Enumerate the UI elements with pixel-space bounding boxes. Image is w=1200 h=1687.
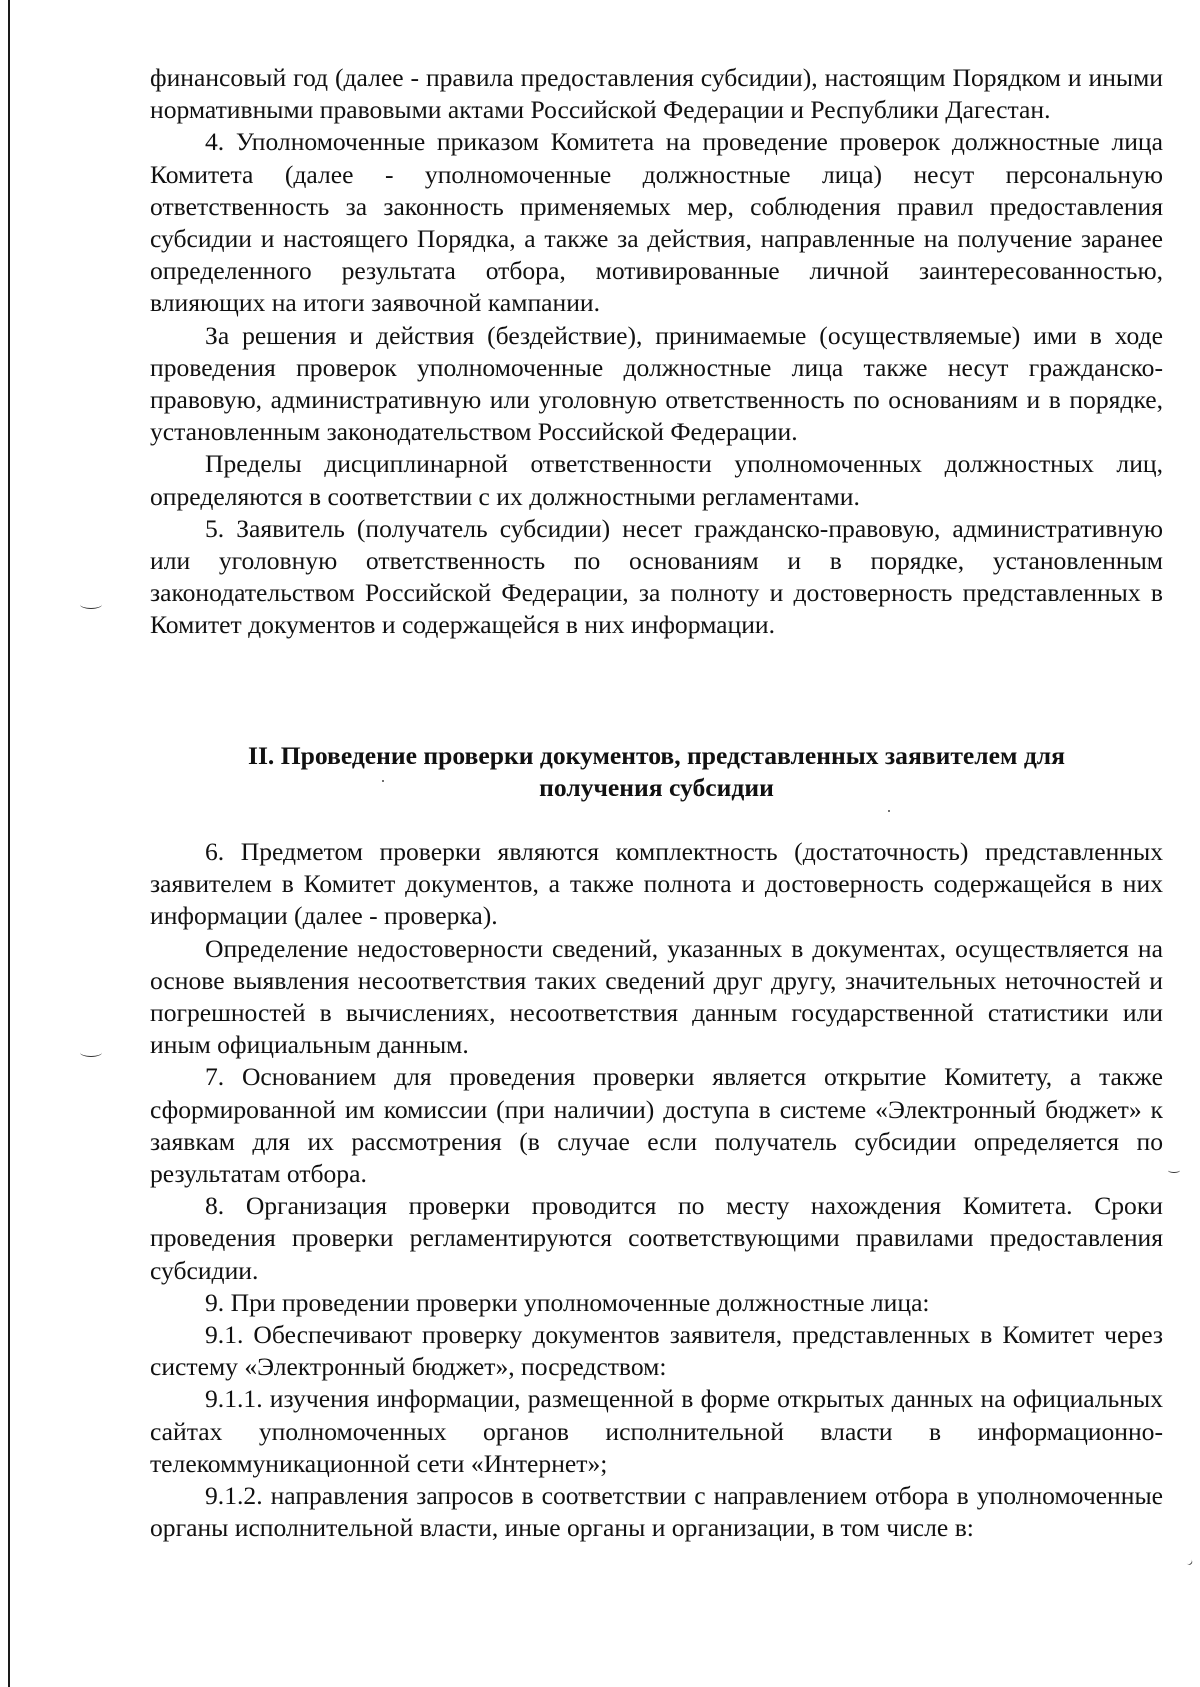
paragraph-4-liability: За решения и действия (бездействие), принимаемые (осуществляемые) ими в ходе проведения проверок уполномоченные должностные лица также несут гражданско-правовую, административную или уголовную ответственность по основаниям и в порядке, установленным законодательством Российской Федерации.: [150, 320, 1163, 447]
paragraph-7: 7. Основанием для проведения проверки является открытие Комитету, а также сформированной им комиссии (при наличии) доступа в системе «Электронный бюджет» к заявкам для их рассмотрения (в случае если получатель субсидии определяется по результатам отбора.: [150, 1062, 1163, 1189]
paragraph-6: 6. Предметом проверки являются комплектность (достаточность) представленных заявителем в Комитет документов, а также полнота и достоверность содержащейся в них информации (далее - проверка).: [150, 837, 1163, 931]
paragraph-continuation: финансовый год (далее - правила предоставления субсидии), настоящим Порядком и иными нормативными правовыми актами Российской Федерации и Республики Дагестан.: [150, 63, 1163, 125]
paragraph-9-1-2: 9.1.2. направления запросов в соответствии с направлением отбора в уполномоченные органы исполнительной власти, иные органы и организации, в том числе в:: [150, 1481, 1163, 1543]
section-2-text: [150, 836, 1163, 1544]
paragraph-4-limits: Пределы дисциплинарной ответственности уполномоченных должностных лиц, определяются в соответствии с их должностными регламентами.: [150, 449, 1163, 511]
paragraph-8: 8. Организация проверки проводится по месту нахождения Комитета. Сроки проведения проверки регламентируются соответствующими правилами предоставления субсидии.: [150, 1191, 1163, 1285]
paragraph-5: 5. Заявитель (получатель субсидии) несет гражданско-правовую, административную или уголовную ответственность по основаниям и в порядке, установленным законодательством Российской Федерации, за полноту и достоверность представленных в Комитет документов и содержащейся в них информации.: [150, 513, 1163, 640]
scan-mark: [80, 600, 102, 609]
scan-dot: [382, 780, 384, 782]
scan-dot: [888, 810, 890, 812]
paragraph-4: 4. Уполномоченные приказом Комитета на проведение проверок должностные лица Комитета (далее - уполномоченные должностные лица) несут персональную ответственность за законность применяемых мер, соблюдения правил предоставления субсидии и настоящего Порядка, а также за действия, направленные на получение заранее определенного результата отбора, мотивированные личной заинтересованностью, влияющих на итоги заявочной кампании.: [150, 127, 1163, 318]
page-edge-line: [8, 0, 10, 1687]
paragraph-9-1: 9.1. Обеспечивают проверку документов заявителя, представленных в Комитет через систему «Электронный бюджет», посредством:: [150, 1320, 1163, 1382]
section-2-heading-line-1: II. Проведение проверки документов, представленных заявителем для: [248, 741, 1065, 770]
section-1-text: [150, 62, 1163, 642]
scan-mark: [1168, 1168, 1180, 1173]
paragraph-9-1-1: 9.1.1. изучения информации, размещенной в форме открытых данных на официальных сайтах уполномоченных органов исполнительной власти в информационно-телекоммуникационной сети «Интернет»;: [150, 1384, 1163, 1478]
paragraph-6-definition: Определение недостоверности сведений, указанных в документах, осуществляется на основе выявления несоответствия таких сведений друг другу, значительных неточностей и погрешностей в вычислениях, несоответствия данным государственной статистики или иным официальным данным.: [150, 933, 1163, 1060]
scan-mark: [1184, 1557, 1193, 1566]
scan-mark: [80, 1048, 102, 1057]
section-2-heading-line-2: получения субсидии: [539, 773, 774, 802]
section-2-heading: [150, 740, 1163, 804]
paragraph-9: 9. При проведении проверки уполномоченные должностные лица:: [205, 1287, 930, 1317]
